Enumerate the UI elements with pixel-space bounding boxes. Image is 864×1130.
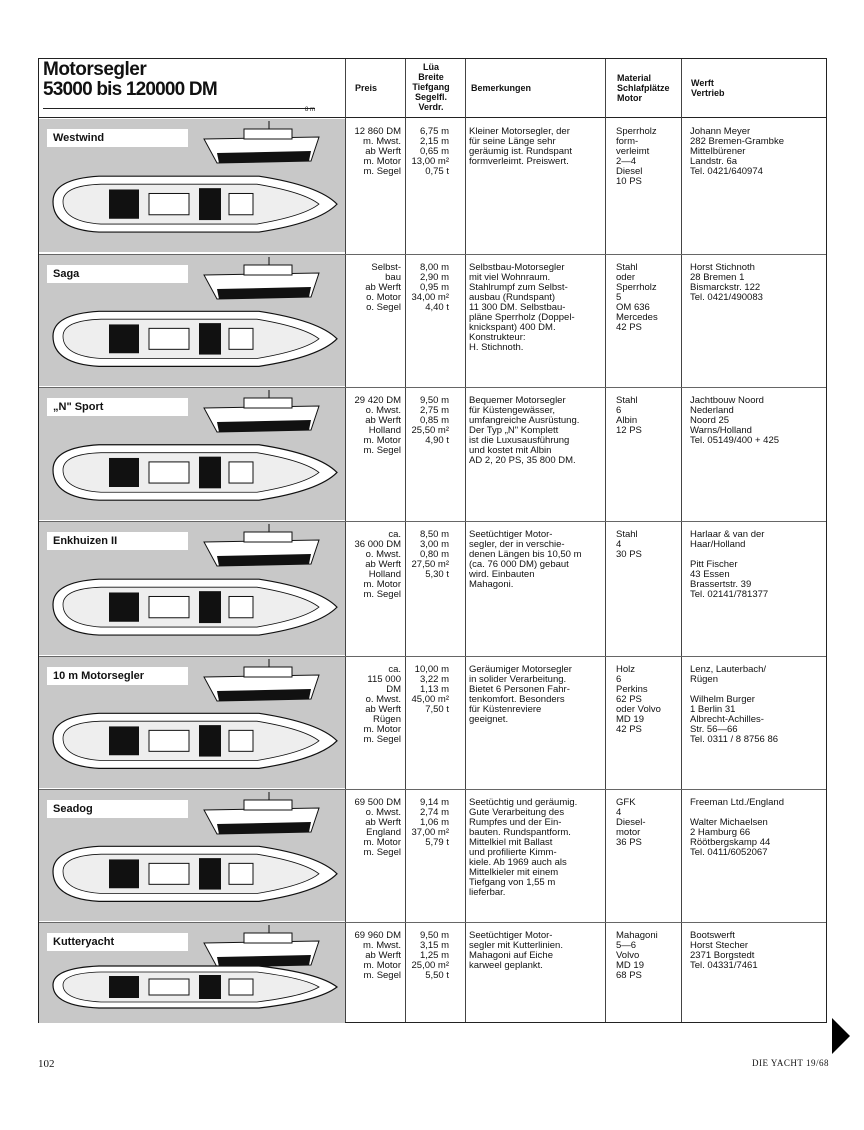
boat-name: 10 m Motorsegler	[47, 667, 188, 685]
boat-shipyard: Lenz, Lauterbach/ Rügen Wilhelm Burger 1 Berlin 31 Albrecht-Achilles- Str. 56—66 Tel. 0311 / 8 8756 86	[690, 664, 779, 745]
boat-dimensions: 8,00 m 2,90 m 0,95 m 34,00 m² 4,40 t	[411, 262, 449, 313]
boat-shipyard: Bootswerft Horst Stecher 2371 Borgstedt Tel. 04331/7461	[690, 930, 758, 971]
boat-price: ca. 115 000 DM o. Mwst. ab Werft Rügen m. Motor m. Segel	[363, 664, 401, 745]
boat-row	[39, 922, 826, 1023]
boat-price: 69 960 DM m. Mwst. ab Werft m. Motor m. Segel	[354, 930, 401, 981]
boat-dimensions: 9,50 m 3,15 m 1,25 m 25,00 m² 5,50 t	[411, 930, 449, 981]
boat-remarks: Geräumiger Motorsegler in solider Verarbeitung. Bietet 6 Personen Fahr- tenkomfort. Besonders für Küstenreviere geeignet.	[469, 664, 572, 725]
column-header-preis: Preis	[355, 83, 378, 93]
boat-price: 29 420 DM o. Mwst. ab Werft Holland m. Motor m. Segel	[354, 395, 401, 456]
boat-shipyard: Freeman Ltd./England Walter Michaelsen 2 Hamburg 66 Röötbergskamp 44 Tel. 0411/6052067	[690, 797, 785, 858]
boat-dimensions: 6,75 m 2,15 m 0,65 m 13,00 m² 0,75 t	[411, 126, 449, 177]
boat-illustration	[39, 522, 345, 655]
boat-row	[39, 119, 826, 252]
boat-illustration	[39, 255, 345, 386]
boat-dimensions: 9,50 m 2,75 m 0,85 m 25,50 m² 4,90 t	[411, 395, 449, 446]
column-header-material: Material Schlafplätze Motor	[617, 73, 670, 103]
page-subtitle: 53000 bis 120000 DM	[43, 79, 217, 100]
boat-shipyard: Harlaar & van der Haar/Holland Pitt Fischer 43 Essen Brassertstr. 39 Tel. 02141/781377	[690, 529, 769, 600]
boat-material: Stahl 6 Albin 12 PS	[616, 395, 642, 436]
column-header-werft: Werft Vertrieb	[691, 78, 725, 98]
boat-material: Sperrholz form- verleimt 2—4 Diesel 10 PS	[616, 126, 657, 187]
boat-illustration	[39, 923, 345, 1023]
boat-material: Stahl oder Sperrholz 5 OM 636 Mercedes 42 PS	[616, 262, 658, 333]
boat-dimensions: 10,00 m 3,22 m 1,13 m 45,00 m² 7,50 t	[411, 664, 449, 715]
column-header-bemerkungen: Bemerkungen	[471, 83, 532, 93]
boat-row	[39, 789, 826, 921]
boat-name: „N" Sport	[47, 398, 188, 416]
boat-illustration	[39, 119, 345, 252]
boat-shipyard: Horst Stichnoth 28 Bremen 1 Bismarckstr. 122 Tel. 0421/490083	[690, 262, 763, 303]
boat-price: 12 860 DM m. Mwst. ab Werft m. Motor m. Segel	[354, 126, 401, 177]
boat-remarks: Seetüchtig und geräumig. Gute Verarbeitung des Rumpfes und der Ein- bauten. Rundspantform. Mittelkiel mit Ballast und profilierte Kimm- kiele. Ab 1969 auch als Mittelkieler mit einem Tiefgang von 1,55 m lieferbar.	[469, 797, 578, 898]
boat-shipyard: Jachtbouw Noord Nederland Noord 25 Warns/Holland Tel. 05149/400 + 425	[690, 395, 780, 446]
boat-dimensions: 8,50 m 3,00 m 0,80 m 27,50 m² 5,30 t	[411, 529, 449, 580]
boat-price: ca. 36 000 DM o. Mwst. ab Werft Holland m. Motor m. Segel	[354, 529, 401, 600]
boat-row	[39, 387, 826, 520]
boat-remarks: Seetüchtiger Motor- segler, der in verschie- denen Längen bis 10,50 m (ca. 76 000 DM) gebaut wird. Einbauten Mahagoni.	[469, 529, 582, 590]
table-header	[39, 59, 826, 118]
boat-illustration	[39, 388, 345, 520]
boat-name: Kutteryacht	[47, 933, 188, 951]
boat-remarks: Bequemer Motorsegler für Küstengewässer, umfangreiche Ausrüstung. Der Typ „N" Komplett ist die Luxusausführung und kostet mit Albin AD 2, 20 PS, 35 800 DM.	[469, 395, 580, 466]
boat-material: GFK 4 Diesel- motor 36 PS	[616, 797, 646, 848]
boat-row	[39, 254, 826, 386]
magazine-issue: DIE YACHT 19/68	[752, 1058, 829, 1068]
boat-illustration	[39, 657, 345, 788]
boat-illustration	[39, 790, 345, 921]
boat-name: Seadog	[47, 800, 188, 818]
page-title: Motorsegler	[43, 59, 147, 80]
next-page-arrow-icon[interactable]	[832, 1018, 850, 1054]
column-header-dims: Lüa Breite Tiefgang Segelfl. Verdr.	[412, 62, 450, 112]
boat-name: Westwind	[47, 129, 188, 147]
title-box	[39, 59, 345, 117]
boat-comparison-table	[38, 58, 827, 1023]
boat-name: Enkhuizen II	[47, 532, 188, 550]
boat-remarks: Selbstbau-Motorsegler mit viel Wohnraum. Stahlrumpf zum Selbst- ausbau (Rundspant) 11 300 DM. Selbstbau- pläne Sperrholz (Doppel- knickspant) 400 DM. Konstrukteur: H. Stichnoth.	[469, 262, 575, 353]
boat-row	[39, 521, 826, 655]
boat-name: Saga	[47, 265, 188, 283]
boat-dimensions: 9,14 m 2,74 m 1,06 m 37,00 m² 5,79 t	[411, 797, 449, 848]
page-number: 102	[38, 1058, 55, 1070]
boat-material: Stahl 4 30 PS	[616, 529, 642, 560]
scale-bar	[43, 108, 315, 114]
scale-label: 8 m	[304, 107, 315, 113]
boat-shipyard: Johann Meyer 282 Bremen-Grambke Mittelbürener Landstr. 6a Tel. 0421/640974	[690, 126, 784, 177]
boat-price: Selbst- bau ab Werft o. Motor o. Segel	[365, 262, 401, 313]
boat-row	[39, 656, 826, 788]
boat-material: Holz 6 Perkins 62 PS oder Volvo MD 19 42 PS	[616, 664, 661, 735]
boat-remarks: Kleiner Motorsegler, der für seine Länge sehr geräumig ist. Rundspant formverleimt. Preiswert.	[469, 126, 572, 167]
boat-material: Mahagoni 5—6 Volvo MD 19 68 PS	[616, 930, 658, 981]
boat-price: 69 500 DM o. Mwst. ab Werft England m. Motor m. Segel	[354, 797, 401, 858]
boat-remarks: Seetüchtiger Motor- segler mit Kutterlinien. Mahagoni auf Eiche karweel geplankt.	[469, 930, 563, 971]
